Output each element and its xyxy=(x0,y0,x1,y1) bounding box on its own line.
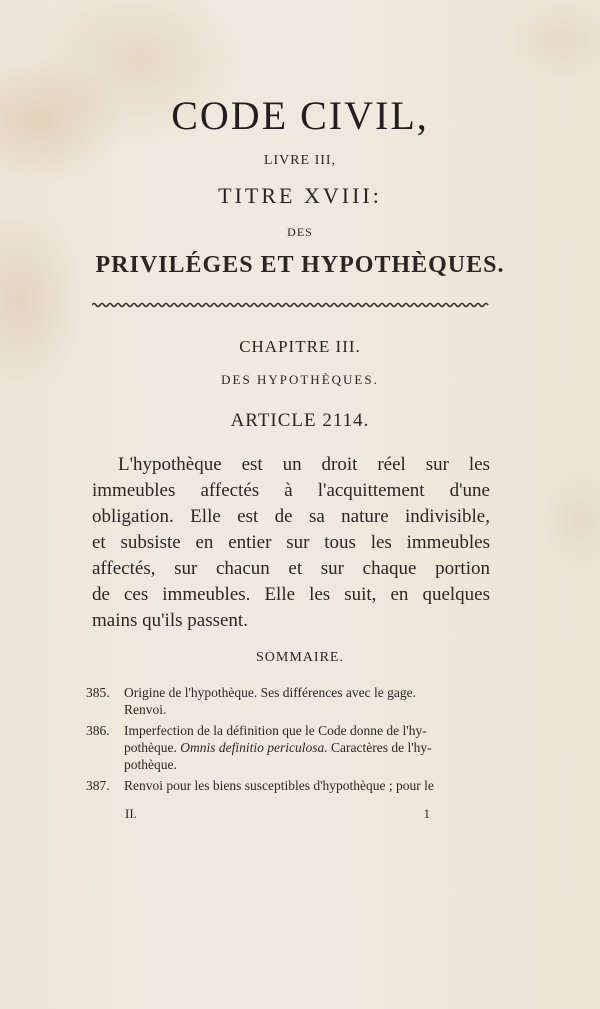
titre-label: TITRE XVIII: xyxy=(218,183,382,208)
item-line: Renvoi pour les biens susceptibles d'hypothèque ; pour le xyxy=(124,778,434,793)
livre-label: LIVRE III, xyxy=(263,153,337,168)
sommaire-item xyxy=(86,684,490,718)
item-line: Imperfection de la définition que le Code donne de l'hy- xyxy=(124,723,427,738)
des-label: DES xyxy=(287,225,313,239)
item-number: 385. xyxy=(86,685,110,700)
chapter-heading: CHAPITRE III. xyxy=(239,337,361,356)
item-line: Renvoi. xyxy=(124,702,167,717)
item-line: pothèque. xyxy=(124,757,177,772)
item-text xyxy=(124,684,490,718)
signature-mark: II. xyxy=(125,806,137,821)
article-line: L'hypothèque est un droit réel sur les xyxy=(118,454,490,475)
item-text xyxy=(124,722,490,773)
article-line: de ces immeubles. Elle les suit, en quelques xyxy=(92,584,490,605)
item-line-text: Caractères de l'hy- xyxy=(327,740,432,755)
page-number: 1 xyxy=(423,806,430,821)
subject-heading: PRIVILÉGES ET HYPOTHÈQUES. xyxy=(95,252,505,278)
item-line-text: pothèque. xyxy=(124,740,181,755)
sommaire-heading: SOMMAIRE. xyxy=(256,650,344,665)
article-text xyxy=(92,452,490,634)
item-line xyxy=(124,739,490,756)
article-line: affectés, sur chacun et sur chaque portion xyxy=(92,558,490,579)
item-number: 387. xyxy=(86,778,110,793)
sommaire-item xyxy=(86,722,490,773)
article-line: immeubles affectés à l'acquittement d'une xyxy=(92,480,490,501)
sommaire-item xyxy=(86,777,490,794)
page-title: CODE CIVIL, xyxy=(171,93,429,138)
ornamental-rule xyxy=(92,301,490,309)
chapter-subheading: DES HYPOTHÈQUES. xyxy=(221,372,379,387)
article-line: et subsiste en entier sur tous les immeubles xyxy=(92,532,490,553)
article-line: mains qu'ils passent. xyxy=(92,610,248,631)
page-footer xyxy=(125,806,430,822)
item-text xyxy=(124,777,490,794)
latin-maxim: Omnis definitio periculosa. xyxy=(180,740,328,755)
item-line: Origine de l'hypothèque. Ses différences avec le gage. xyxy=(124,685,416,700)
article-line: obligation. Elle est de sa nature indivisible, xyxy=(92,506,490,527)
item-number: 386. xyxy=(86,723,110,738)
article-heading: ARTICLE 2114. xyxy=(230,410,370,431)
sommaire-list xyxy=(86,684,490,798)
